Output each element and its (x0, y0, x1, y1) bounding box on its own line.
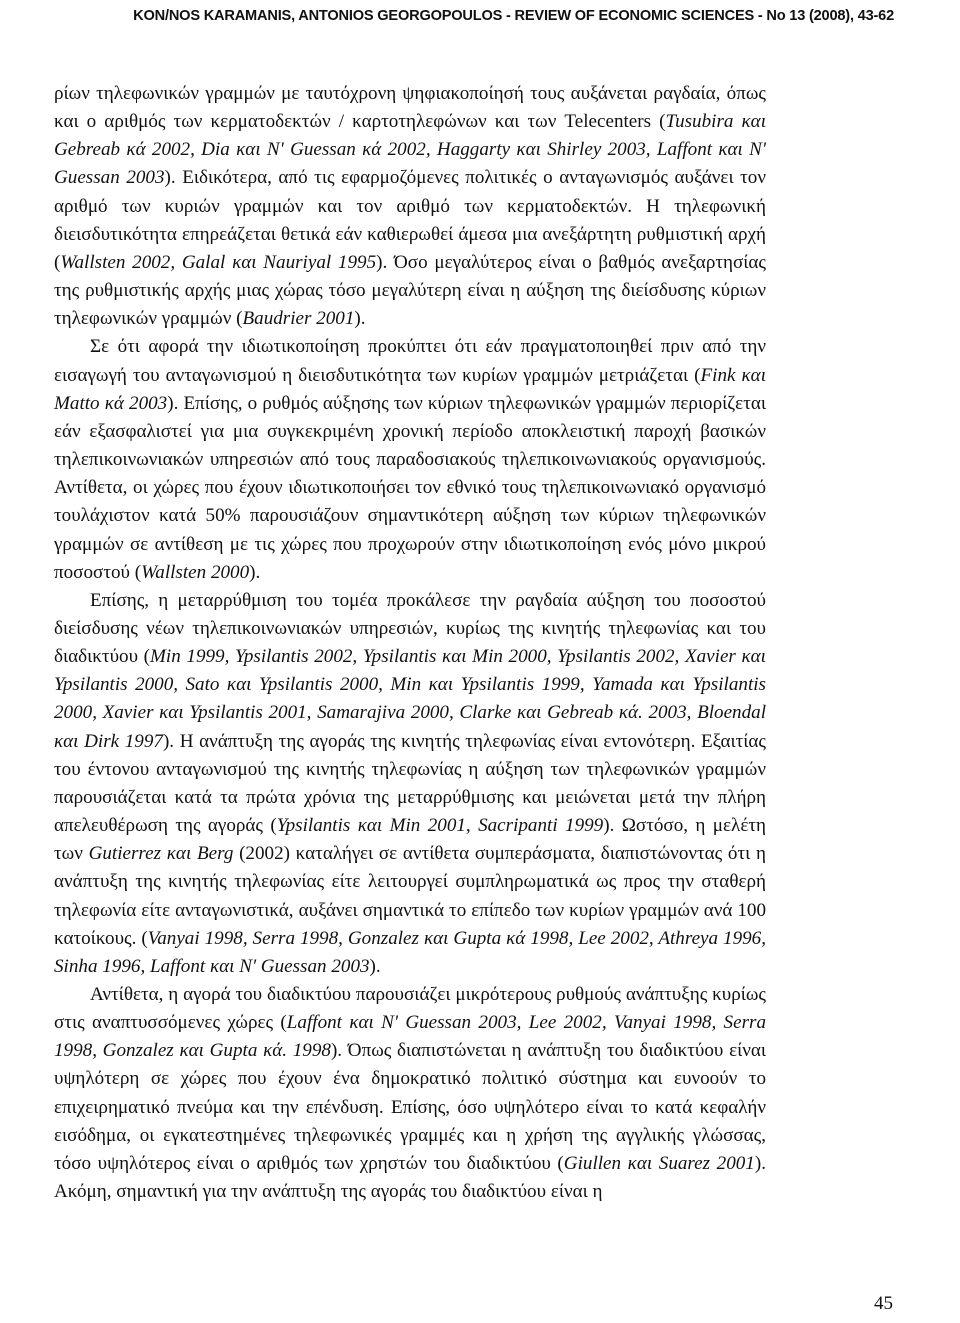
paragraph-text: (2002) καταλήγει σε αντίθετα συμπεράσματα, διαπιστώνοντας ότι η ανάπτυξη της κινητής τηλεφωνίας είτε λειτουργεί συμπληρωματικά ως προς την σταθερή τηλεφωνία είτε ανταγωνιστικά, αυξάνει σημαντικά το επίπεδο των κυρίων γραμμών ανά 100 κατοίκους. ( (54, 843, 766, 949)
paragraph (54, 333, 766, 586)
citation-text: Ypsilantis και Min 2001, Sacripanti 1999 (276, 815, 604, 837)
paragraph-text: ). Ακόμη, σημαντική για την ανάπτυξη της αγοράς του διαδικτύου είναι η (54, 1152, 766, 1203)
paragraph-text: Σε ότι αφορά την ιδιωτικοποίηση προκύπτει ότι εάν πραγματοποιηθεί πριν από την εισαγωγή του ανταγωνισμού η διεισδυτικότητα των κυρίων γραμμών μετριάζεται ( (54, 336, 766, 386)
paragraph (54, 80, 766, 333)
citation-text: Fink και Matto κά 2003 (54, 364, 766, 414)
citation-text: Wallsten 2000 (141, 561, 250, 583)
citation-text: Min 1999, Ypsilantis 2002, Ypsilantis και Min 2000, Ypsilantis 2002, Xavier και Ypsilantis 2000, Sato και Ypsilantis 2000, Min και Ypsilantis 1999, Yamada και Ypsilantis 2000, Xavier και Ypsilantis 2001, Samarajiva 2000, Clarke και Gebreab κά. 2003, Bloendal και Dirk 1997 (54, 646, 766, 752)
citation-text: Giullen και Suarez 2001 (563, 1152, 755, 1174)
citation-text: Gutierrez και Berg (88, 843, 234, 865)
paragraph-text: ). Ωστόσο, η μελέτη των (54, 815, 766, 865)
paragraph-text: ). (369, 955, 381, 977)
citation-text: Laffont και N' Guessan 2003, Lee 2002, Vanyai 1998, Serra 1998, Gonzalez και Gupta κά. 1998 (54, 1012, 766, 1062)
citation-text: Vanyai 1998, Serra 1998, Gonzalez και Gupta κά 1998, Lee 2002, Athreya 1996, Sinha 1996, Laffont και N' Guessan 2003 (54, 927, 767, 977)
paragraph-text: ). (354, 308, 366, 330)
paragraph-text: ). Η ανάπτυξη της αγοράς της κινητής τηλεφωνίας είναι εντονότερη. Εξαιτίας του έντονου ανταγωνισμού της κινητής τηλεφωνίας η αύξηση των τηλεφωνικών γραμμών παρουσιάζεται κατά τα πρώτα χρόνια της μεταρρύθμισης και μειώνεται μετά την πλήρη απελευθέρωση της αγοράς ( (54, 730, 766, 837)
paragraph (54, 587, 766, 981)
paragraph-text: ). (249, 561, 261, 583)
paragraph-text: ). Όπως διαπιστώνεται η ανάπτυξη του διαδικτύου είναι υψηλότερη σε χώρες που έχουν ένα δημοκρατικό πολιτικό σύστημα και ευνοούν το επιχειρηματικό πνεύμα και την επένδυση. Επίσης, όσο υψηλότερο είναι το κατά κεφαλήν εισόδημα, οι εγκατεστημένες τηλεφωνικές γραμμές και η χρήση της αγγλικής γλώσσας, τόσο υψηλότερος είναι ο αριθμός των χρηστών του διαδικτύου ( (54, 1040, 766, 1174)
paragraph-text: ρίων τηλεφωνικών γραμμών με ταυτόχρονη ψηφιακοποίησή τους αυξάνεται ραγδαία, όπως και ο αριθμός των κερματοδεκτών / καρτοτηλεφώνων και των Telecenters ( (54, 83, 766, 133)
citation-text: Tusubira και Gebreab κά 2002, Dia και N' Guessan κά 2002, Haggarty και Shirley 2003, Laffont και N' Guessan 2003 (54, 111, 766, 189)
citation-text: Wallsten 2002, Galal και Nauriyal 1995 (60, 251, 377, 273)
paragraph-text: ). Ειδικότερα, από τις εφαρμοζόμενες πολιτικές ο ανταγωνισμός αυξάνει τον αριθμό των κυριών γραμμών και τον αριθμό των κερματοδεκτών. Η τηλεφωνική διεισδυτικότητα επηρεάζεται θετικά εάν καθιερωθεί άμεσα μια ανεξάρτητη ρυθμιστική αρχή ( (54, 167, 766, 273)
paragraph-text: Επίσης, η μεταρρύθμιση του τομέα προκάλεσε την ραγδαία αύξηση του ποσοστού διείσδυσης νέων τηλεπικοινωνιακών υπηρεσιών, κυρίως της κινητής τηλεφωνίας και του διαδικτύου ( (54, 589, 766, 668)
page-number: 45 (874, 1293, 893, 1314)
paragraph (54, 981, 766, 1206)
paragraph-text: ). Επίσης, ο ρυθμός αύξησης των κύριων τηλεφωνικών γραμμών περιορίζεται εάν εξασφαλιστεί για μια συγκεκριμένη χρονική περίοδο αποκλειστική παροχή βασικών τηλεπικοινωνιακών υπηρεσιών από τους παραδοσιακούς τηλεπικοινωνιακούς οργανισμούς. Αντίθετα, οι χώρες που έχουν ιδιωτικοποιήσει τον εθνικό τους τηλεπικοινωνιακό οργανισμό τουλάχιστον κατά 50% παρουσιάζουν σημαντικότερη αύξηση των κύριων τηλεφωνικών γραμμών σε αντίθεση με τις χώρες που προχωρούν στην ιδιωτικοποίηση ενός μόνο μικρού ποσοστού ( (54, 392, 767, 583)
paragraph-text: ). Όσο μεγαλύτερος είναι ο βαθμός ανεξαρτησίας της ρυθμιστικής αρχής μιας χώρας τόσο μεγαλύτερη είναι η αύξηση της διείσδυσης κύριων τηλεφωνικών γραμμών ( (54, 251, 766, 330)
running-header: KON/NOS KARAMANIS, ANTONIOS GEORGOPOULOS - REVIEW OF ECONOMIC SCIENCES - No 13 (2008), 43-62 (133, 8, 894, 24)
paragraph-text: Αντίθετα, η αγορά του διαδικτύου παρουσιάζει μικρότερους ρυθμούς ανάπτυξης κυρίως στις αναπτυσσόμενες χώρες ( (54, 984, 766, 1034)
citation-text: Baudrier 2001 (242, 308, 355, 330)
body-text (54, 80, 766, 1206)
